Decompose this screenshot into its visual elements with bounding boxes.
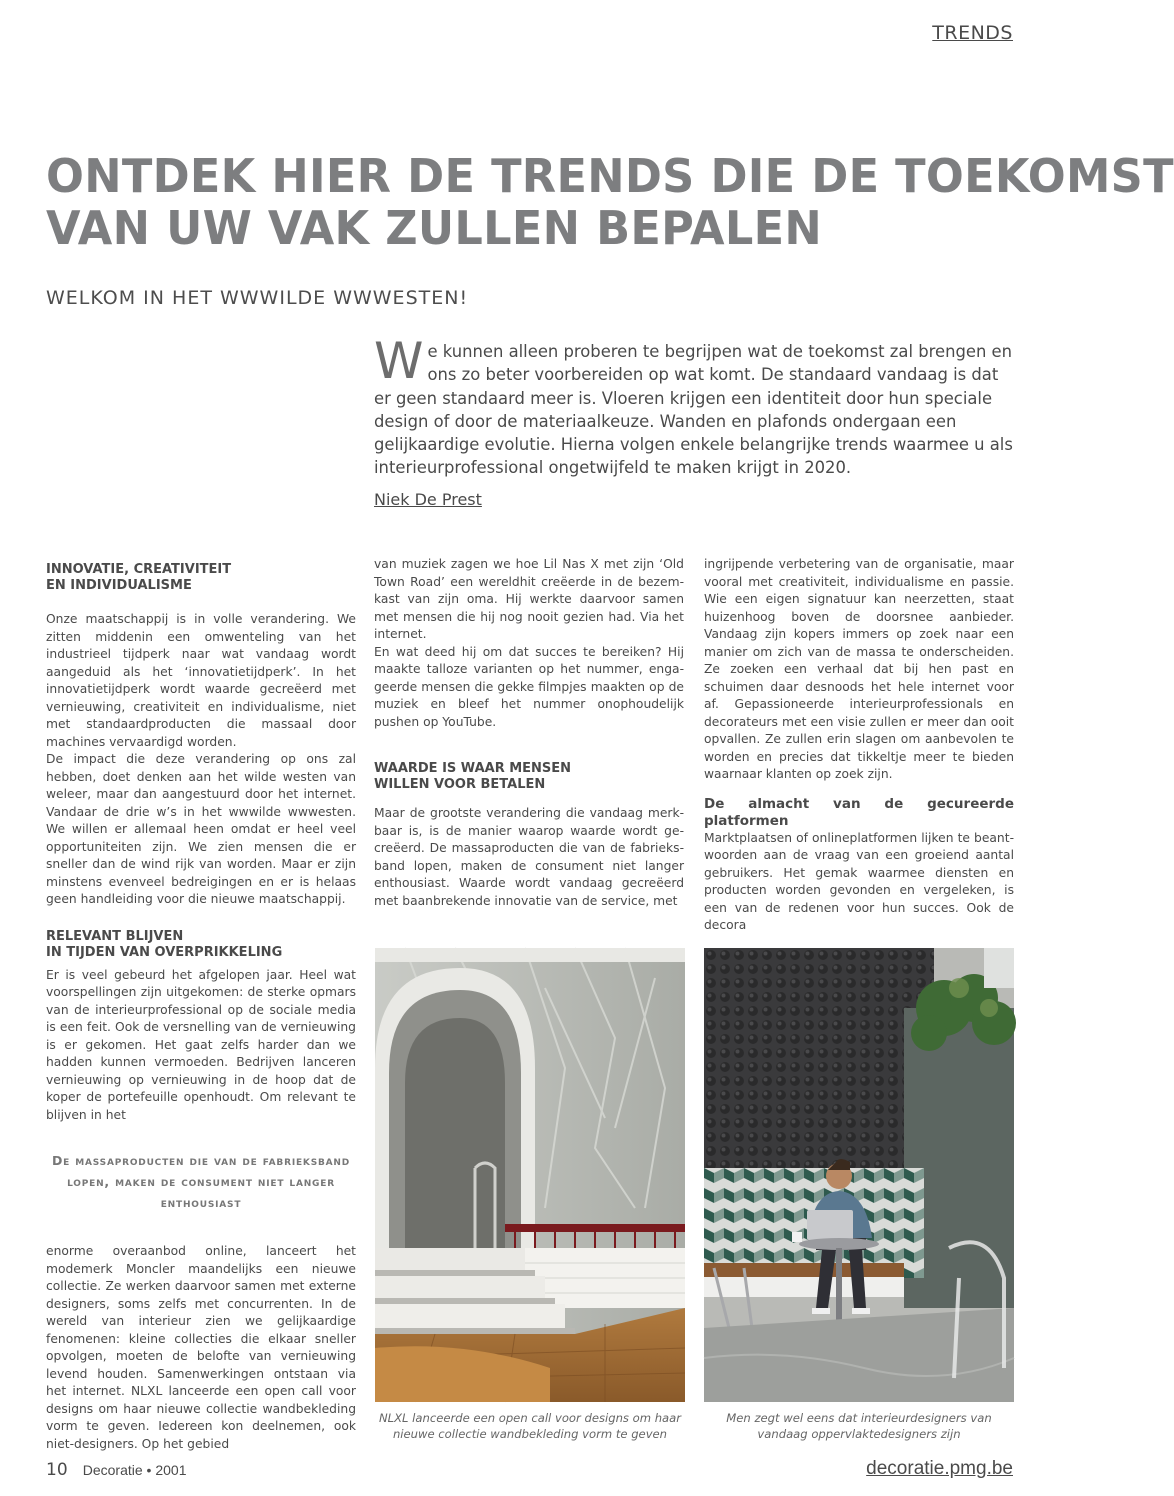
website-link[interactable]: decoratie.pmg.be — [866, 1458, 1013, 1479]
subtitle: WELKOM IN HET WWWILDE WWWESTEN! — [46, 287, 469, 309]
heading-waarde — [374, 761, 684, 793]
page-number: 10 — [46, 1460, 68, 1480]
heading-relevant — [46, 929, 356, 961]
body-paragraph: Onze maatschappij is in volle verandering. We zitten middenin een omwenteling van het industrieel tijdperk naar wat vandaag wordt aangeduid als het ‘innovatietijdperk’. In het innovatietijdperk wordt waarde gecreëerd met vernieuwing, creativiteit en individualisme, niet met standaardproducten die massaal door machines vervaardigd worden. — [46, 612, 356, 749]
body-paragraph: Marktplaatsen of onlineplatformen lijken te beantwoorden aan de vraag van een groeiend aantal gebruikers. Het gemak waarmee diensten en producten worden gevonden en vergeleken, is een van de redenen voor hun succes. Ook de decora — [704, 830, 1014, 932]
body-paragraph: De impact die deze verandering op ons zal hebben, doet denken aan het wilde westen van weleer, maar dan aangestuurd door het internet. Vandaar de drie w’s in het wwwilde wwwesten. We willen er allemaal heen omdat er heel veel opportuniteiten zijn. We zien mensen die er sneller dan de wind rijk van worden. Maar er zijn minstens evenveel bedreigingen en er is helaas geen handleiding voor die nieuwe maatschappij. — [46, 752, 356, 906]
body-paragraph: ingrijpende verbetering van de organisatie, maar vooral met creativiteit, individualisme en passie. Wie een eigen signatuur kan neerzetten, staat huizenhoog boven de doorsnee aanbieder. Vandaag zijn kopers immers op zoek naar een manier om zich van de massa te onderscheiden. Ze zoeken een verhaal dat bij hen past en schuimen daar desnoods het hele internet voor af. Gepassioneerde interieurprofessionals en decorateurs met een visie zullen er meer dan ooit opvallen. Ze zullen erin slagen om aanbevolen te worden en precies dat tikkeltje meer te bieden waarnaar klanten op zoek zijn. — [704, 557, 1014, 781]
title-line-1: ONTDEK HIER DE TRENDS DIE DE TOEKOMST — [46, 149, 1174, 203]
heading-innovatie — [46, 562, 356, 594]
column-2 — [374, 556, 684, 910]
footer-folio — [46, 1460, 186, 1480]
column-1-bottom — [46, 1243, 356, 1453]
column-3 — [704, 556, 1014, 935]
heading-line: WAARDE IS WAAR MENSEN — [374, 761, 572, 776]
heading-line: INNOVATIE, CREATIVITEIT — [46, 562, 232, 577]
cafe-illustration — [704, 948, 1014, 1402]
photo-hallway — [375, 948, 685, 1402]
hallway-illustration — [375, 948, 685, 1402]
heading-line: WILLEN VOOR BETALEN — [374, 777, 546, 792]
intro-text: e kunnen alleen proberen te begrijpen wat de toekomst zal brengen en ons zo beter voorbereiden op wat komt. De standaard vandaag is dat er geen standaard meer is. Vloeren krijgen een identiteit door hun speciale design of door de materiaalkeuze. Wanden en plafonds ondergaan een gelijkaardige evolutie. Hierna volgen enkele belangrijke trends waarmee u als interieurprofessional ongetwijfeld te maken krijgt in 2020. — [374, 342, 1013, 478]
author-link[interactable]: Niek De Prest — [374, 490, 482, 509]
body-paragraph: En wat deed hij om dat succes te bereiken? Hij maakte talloze varianten op het nummer, engageerde mensen die gekke filmpjes maakten op de muziek en bleef het nummer onophoudelijk pushen op YouTube. — [374, 644, 684, 729]
body-paragraph: enorme overaanbod online, lanceert het modemerk Moncler maandelijks een nieuwe collectie. Ze werken daarvoor samen met externe designers, soms zelfs met concurrenten. In de wereld van interieur zien we gelijkaardige fenomenen: kleine collecties die elkaar sneller opvolgen, moeten de belofte van vernieuwing levend houden. Samenwerkingen ontstaan via het internet. NLXL lanceerde een open call voor designs om haar nieuwe collectie wandbekleding vorm te geven. Iedereen kon deelnemen, ook niet-designers. Op het gebied — [46, 1244, 356, 1451]
heading-platformen: De almacht van de gecureerde platformen — [704, 795, 1014, 829]
heading-line: EN INDIVIDUALISME — [46, 578, 192, 593]
pull-quote: De massaproducten die van de fabrieksband lopen, maken de consument niet langer enthousiast — [52, 1153, 350, 1210]
page-title — [46, 149, 1174, 255]
dropcap: W — [374, 332, 424, 390]
body-paragraph: Er is veel gebeurd het afgelopen jaar. Heel wat voorspellingen zijn uitgekomen: de sterke opmars van de interieurprofessional op de sociale media is een feit. Ook de versnelling van de vernieuwing is er gekomen. Het gaat zelfs harder dan we hadden kunnen vermoeden. Bedrijven lanceren vernieuwing op vernieuwing in de hoop dat de koper de portefeuille openhoudt. Om relevant te blijven in het — [46, 967, 356, 1122]
heading-line: IN TIJDEN VAN OVERPRIKKELING — [46, 944, 283, 960]
photo-caption-left: NLXL lanceerde een open call voor designs om haar nieuwe collectie wandbekleding vorm te geven — [378, 1411, 682, 1441]
section-tag[interactable]: TRENDS — [932, 22, 1013, 44]
photo-caption-right: Men zegt wel eens dat interieurdesigners van vandaag oppervlaktedesigners zijn — [726, 1411, 992, 1441]
column-1-top — [46, 562, 356, 1124]
magazine-issue: Decoratie • 2001 — [82, 1462, 187, 1478]
body-paragraph: Maar de grootste verandering die vandaag merkbaar is, is de manier waarop waarde wordt gecreëerd. De massaproducten die van de fabrieksband lopen, maken de consument niet langer enthousiast. Waarde wordt vandaag gecreëerd met baanbrekende innovatie van de service, met — [374, 806, 684, 908]
photo-cafe — [704, 948, 1014, 1402]
intro-paragraph — [374, 332, 1014, 480]
heading-line: RELEVANT BLIJVEN — [46, 928, 184, 944]
title-line-2: VAN UW VAK ZULLEN BEPALEN — [46, 201, 823, 255]
body-paragraph: van muziek zagen we hoe Lil Nas X met zijn ‘Old Town Road’ een wereldhit creëerde in de bezemkast van zijn oma. Hij werkte daarvoor samen met mensen die hij nog nooit gezien had. Via het internet. — [374, 557, 684, 641]
